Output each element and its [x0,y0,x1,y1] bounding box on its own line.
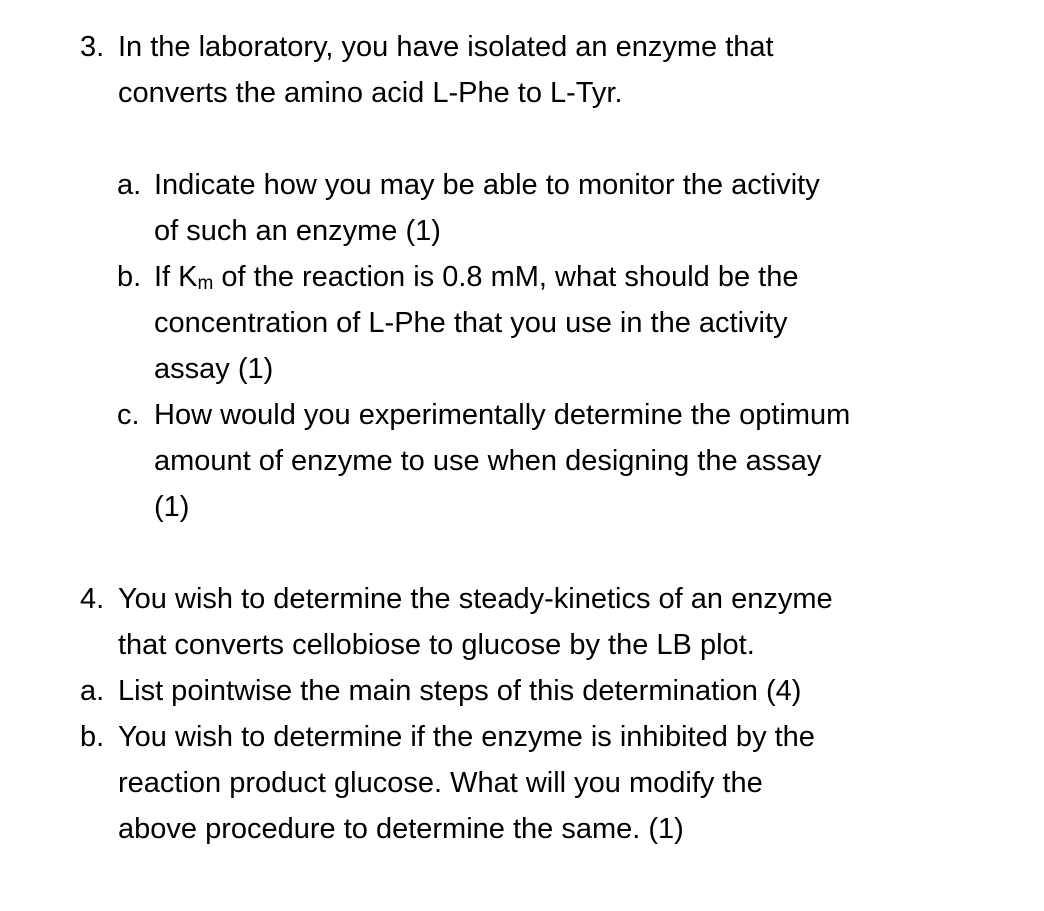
subquestion-line: You wish to determine if the enzyme is inhibited by the [118,721,815,753]
question-line: In the laboratory, you have isolated an enzyme that [118,31,774,63]
question-text [118,24,774,116]
subquestion-marker: a. [80,675,105,707]
subquestion-text [118,668,801,714]
subquestion-line: amount of enzyme to use when designing the assay [154,445,822,477]
question-number: 4. [80,583,105,615]
question-line: that converts cellobiose to glucose by the LB plot. [118,629,755,661]
subquestion-text [154,392,850,530]
km-subscript: m [197,273,214,294]
subquestion-line: reaction product glucose. What will you modify the [118,767,763,799]
subquestion-line: How would you experimentally determine the optimum [154,399,851,431]
subquestion-marker: c. [117,399,140,431]
subquestion-line: of such an enzyme (1) [154,215,441,247]
subquestion-text [154,254,799,392]
subquestion-line: Indicate how you may be able to monitor the activity [154,169,820,201]
question-line: You wish to determine the steady-kinetics of an enzyme [118,583,833,615]
subquestion-marker: a. [117,169,142,201]
subquestion-line: assay (1) [154,353,274,385]
subquestion-line: concentration of L-Phe that you use in the activity [154,307,788,339]
subquestion-line: List pointwise the main steps of this determination (4) [118,675,802,707]
subquestion-line: (1) [154,491,190,523]
subquestion-line [154,254,799,300]
subquestion-text [118,714,815,852]
subquestion-marker: b. [80,721,105,753]
subquestion-line: above procedure to determine the same. (1) [118,813,684,845]
question-text [118,576,833,668]
subquestion-marker: b. [117,261,142,293]
km-suffix: of the reaction is 0.8 mM, what should be the [213,261,799,293]
subquestion-text [154,162,820,254]
question-line: converts the amino acid L-Phe to L-Tyr. [118,77,623,109]
km-prefix: If K [154,261,198,293]
question-number: 3. [80,31,105,63]
